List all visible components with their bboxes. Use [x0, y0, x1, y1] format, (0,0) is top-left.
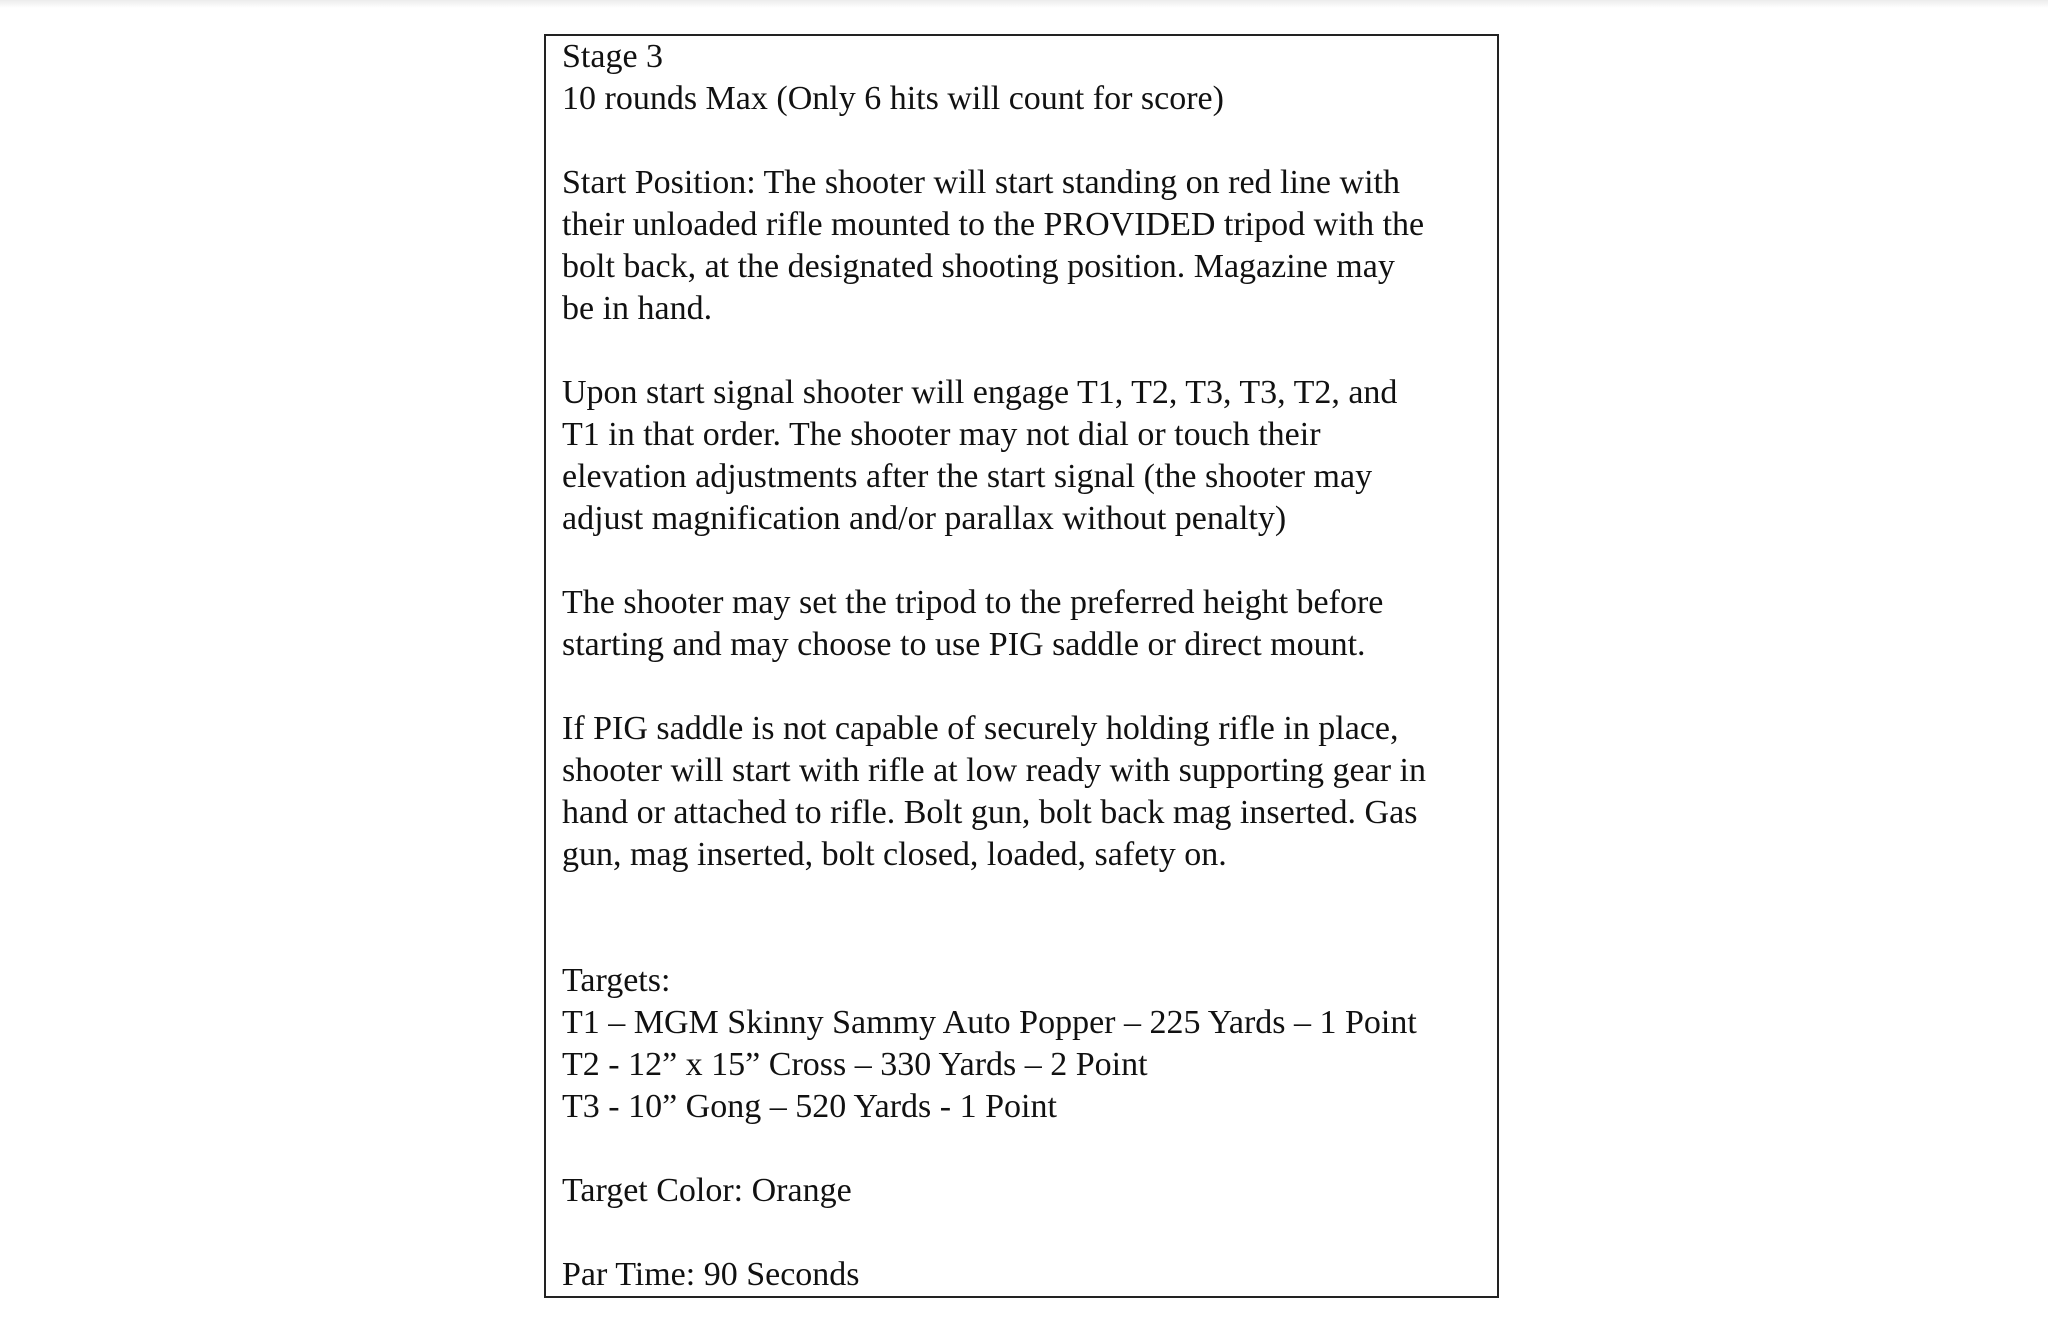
text-line: Start Position: The shooter will start standing on red line with [562, 164, 1400, 201]
procedure-paragraph [562, 372, 1481, 540]
targets-section [562, 960, 1481, 1128]
text-line: Upon start signal shooter will engage T1, T2, T3, T3, T2, and [562, 374, 1398, 411]
text-line: starting and may choose to use PIG saddle or direct mount. [562, 626, 1366, 663]
text-line: be in hand. [562, 290, 713, 327]
text-line: gun, mag inserted, bolt closed, loaded, safety on. [562, 836, 1227, 873]
text-line: adjust magnification and/or parallax without penalty) [562, 500, 1287, 537]
par-time: Par Time: 90 Seconds [562, 1256, 860, 1293]
start-position-paragraph [562, 162, 1481, 330]
text-line: If PIG saddle is not capable of securely holding rifle in place, [562, 710, 1399, 747]
text-line: bolt back, at the designated shooting position. Magazine may [562, 248, 1395, 285]
text-line: The shooter may set the tripod to the preferred height before [562, 584, 1384, 621]
stage-description-box [544, 34, 1499, 1298]
text-line: elevation adjustments after the start signal (the shooter may [562, 458, 1373, 495]
target-line-t2: T2 - 12” x 15” Cross – 330 Yards – 2 Point [562, 1046, 1148, 1083]
text-line: shooter will start with rifle at low ready with supporting gear in [562, 752, 1426, 789]
text-line: their unloaded rifle mounted to the PROVIDED tripod with the [562, 206, 1425, 243]
target-line-t3: T3 - 10” Gong – 520 Yards - 1 Point [562, 1088, 1057, 1125]
target-color: Target Color: Orange [562, 1172, 852, 1209]
tripod-paragraph [562, 582, 1481, 666]
pig-saddle-paragraph [562, 708, 1481, 876]
stage-title: Stage 3 [562, 38, 664, 75]
top-shadow [0, 0, 2048, 8]
target-line-t1: T1 – MGM Skinny Sammy Auto Popper – 225 Yards – 1 Point [562, 1004, 1417, 1041]
text-line: T1 in that order. The shooter may not dial or touch their [562, 416, 1321, 453]
targets-heading: Targets: [562, 962, 671, 999]
rounds-info: 10 rounds Max (Only 6 hits will count for score) [562, 80, 1224, 117]
text-line: hand or attached to rifle. Bolt gun, bolt back mag inserted. Gas [562, 794, 1418, 831]
